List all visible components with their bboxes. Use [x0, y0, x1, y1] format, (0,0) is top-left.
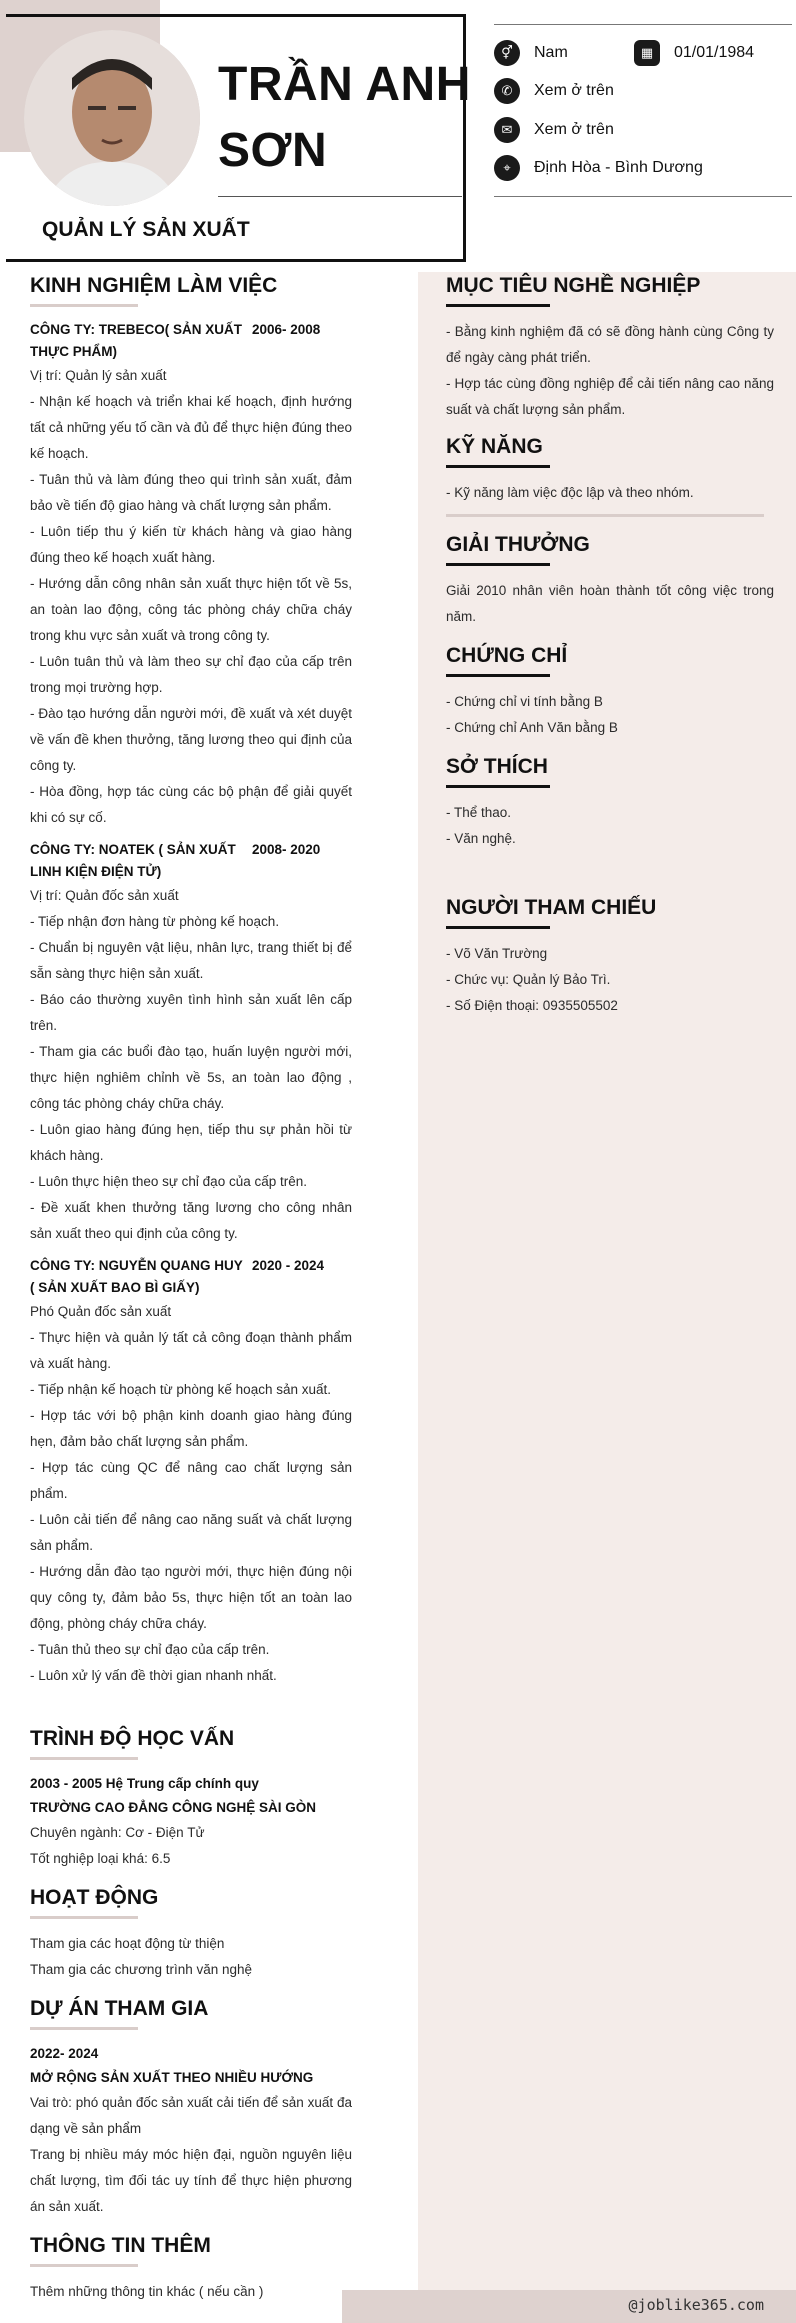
- education-grade: Tốt nghiệp loại khá: 6.5: [30, 1851, 171, 1866]
- company-name: CÔNG TY: TREBECO( SẢN XUẤT THỰC PHẨM): [30, 322, 242, 359]
- project-period: 2022- 2024: [30, 2046, 99, 2061]
- name-line-1: TRẦN ANH: [218, 58, 471, 111]
- avatar-photo: [24, 30, 200, 206]
- awards-section: [446, 533, 774, 630]
- job-duty: - Hợp tác cùng QC để nâng cao chất lượng sản phẩm.: [30, 1460, 352, 1501]
- certificate-item: - Chứng chỉ vi tính bằng B: [446, 694, 603, 709]
- heading-underline: [446, 785, 550, 788]
- education-school: TRƯỜNG CAO ĐẲNG CÔNG NGHỆ SÀI GÒN: [30, 1800, 316, 1815]
- job-header: [30, 1255, 352, 1299]
- heading-underline: [30, 2264, 138, 2267]
- extra-section: [30, 2234, 352, 2305]
- name-line-2: SƠN: [218, 124, 328, 177]
- job-duty: - Tuân thủ theo sự chỉ đạo của cấp trên.: [30, 1642, 270, 1657]
- experience-section: [30, 274, 352, 1689]
- contact-address: [494, 155, 703, 181]
- job-header: [30, 839, 352, 883]
- reference-item: - Số Điện thoại: 0935505502: [446, 998, 618, 1013]
- job-years: 2008- 2020: [252, 842, 321, 857]
- job-entry: [30, 1255, 352, 1689]
- heading-underline: [446, 465, 550, 468]
- reference-item: - Võ Văn Trường: [446, 946, 548, 961]
- activity-item: Tham gia các hoạt động từ thiện: [30, 1936, 225, 1951]
- left-column: [30, 272, 352, 2305]
- contact-bottom-divider: [494, 196, 792, 197]
- heading-underline: [30, 2027, 138, 2030]
- heading-underline: [446, 674, 550, 677]
- job-duty: - Luôn thực hiện theo sự chỉ đạo của cấp trên.: [30, 1174, 307, 1189]
- mail-icon: ✉: [494, 117, 520, 143]
- job-duty: - Đào tạo hướng dẫn người mới, đề xuất và xét duyệt về vấn đề khen thưởng, tăng lương theo qui định của công ty.: [30, 706, 352, 773]
- birthdate-value: 01/01/1984: [674, 44, 755, 61]
- award-text: Giải 2010 nhân viên hoàn thành tốt công việc trong năm.: [446, 583, 774, 624]
- job-duty: - Hợp tác với bộ phận kinh doanh giao hàng đúng hẹn, đảm bảo chất lượng sản phẩm.: [30, 1408, 352, 1449]
- job-header: [30, 319, 352, 363]
- objective-item: - Hợp tác cùng đồng nghiệp để cải tiến nâng cao năng suất và chất lượng sản phẩm.: [446, 376, 774, 417]
- company-name: CÔNG TY: NOATEK ( SẢN XUẤT LINH KIỆN ĐIỆN TỬ): [30, 842, 236, 879]
- job-duty: - Luôn xử lý vấn đề thời gian nhanh nhất.: [30, 1668, 277, 1683]
- hobby-item: - Văn nghệ.: [446, 831, 516, 846]
- job-duty: - Hướng dẫn công nhân sản xuất thực hiện tốt về 5s, an toàn lao động, công tác phòng cháy chữa cháy trong khu vực sản xuất và trong công ty.: [30, 576, 352, 643]
- right-column: [446, 272, 774, 1019]
- skill-bar: [446, 514, 764, 517]
- job-duty: - Luôn tuân thủ và làm theo sự chỉ đạo của cấp trên trong mọi trường hợp.: [30, 654, 352, 695]
- name-divider: [218, 196, 462, 197]
- extra-heading: THÔNG TIN THÊM: [30, 2234, 211, 2257]
- heading-underline: [446, 563, 550, 566]
- project-description: Trang bị nhiều máy móc hiện đại, nguồn nguyên liệu chất lượng, tìm đối tác uy tính để thực hiện phương án sản xuất.: [30, 2147, 352, 2214]
- objective-section: [446, 274, 774, 423]
- calendar-icon: ▦: [634, 40, 660, 66]
- candidate-name: [218, 52, 471, 184]
- contact-gender: [494, 40, 568, 66]
- job-list: [30, 319, 352, 1689]
- hobby-item: - Thể thao.: [446, 805, 512, 820]
- footer-watermark: @joblike365.com: [628, 2296, 764, 2314]
- job-years: 2006- 2008: [252, 322, 321, 337]
- experience-heading: KINH NGHIỆM LÀM VIỆC: [30, 274, 278, 297]
- job-duty: - Hướng dẫn đào tạo người mới, thực hiện đúng nội quy công ty, đảm bảo 5s, thực hiện tốt an toàn lao động, phòng cháy chữa cháy.: [30, 1564, 352, 1631]
- job-duty: - Luôn cải tiến để nâng cao năng suất và chất lượng sản phẩm.: [30, 1512, 352, 1553]
- activities-section: [30, 1886, 352, 1983]
- heading-underline: [446, 926, 550, 929]
- job-position: Phó Quản đốc sản xuất: [30, 1304, 172, 1319]
- certificates-heading: CHỨNG CHỈ: [446, 644, 568, 667]
- heading-underline: [30, 1757, 138, 1760]
- hobbies-section: [446, 755, 774, 852]
- job-duty: - Luôn tiếp thu ý kiến từ khách hàng và giao hàng đúng theo kế hoạch xuất hàng.: [30, 524, 352, 565]
- job-duty: - Thực hiện và quản lý tất cả công đoạn thành phẩm và xuất hàng.: [30, 1330, 352, 1371]
- projects-heading: DỰ ÁN THAM GIA: [30, 1997, 209, 2020]
- skill-item: - Kỹ năng làm việc độc lập và theo nhóm.: [446, 485, 694, 500]
- job-entry: [30, 319, 352, 831]
- objective-heading: MỤC TIÊU NGHỀ NGHIỆP: [446, 274, 701, 297]
- extra-text: Thêm những thông tin khác ( nếu cần ): [30, 2284, 264, 2299]
- heading-underline: [30, 1916, 138, 1919]
- awards-heading: GIẢI THƯỞNG: [446, 533, 590, 556]
- certificate-item: - Chứng chỉ Anh Văn bằng B: [446, 720, 618, 735]
- phone-value: Xem ở trên: [534, 82, 614, 99]
- job-entry: [30, 839, 352, 1247]
- job-duty: - Nhận kế hoạch và triển khai kế hoạch, định hướng tất cả những yếu tố cần và đủ để thực hiện đúng theo kế hoạch.: [30, 394, 352, 461]
- job-position: Vị trí: Quản đốc sản xuất: [30, 888, 179, 903]
- objective-item: - Bằng kinh nghiệm đã có sẽ đồng hành cùng Công ty để ngày càng phát triển.: [446, 324, 774, 365]
- gender-value: Nam: [534, 44, 568, 61]
- job-years: 2020 - 2024: [252, 1258, 325, 1273]
- address-value: Định Hòa - Bình Dương: [534, 159, 703, 176]
- reference-item: - Chức vụ: Quản lý Bảo Trì.: [446, 972, 611, 987]
- job-duty: - Báo cáo thường xuyên tình hình sản xuất lên cấp trên.: [30, 992, 352, 1033]
- contact-phone: [494, 78, 614, 104]
- heading-underline: [30, 304, 138, 307]
- email-value: Xem ở trên: [534, 121, 614, 138]
- job-duty: - Tham gia các buổi đào tạo, huấn luyện người mới, thực hiện nghiêm chỉnh về 5s, an toàn lao động , công tác phòng cháy chữa cháy.: [30, 1044, 352, 1111]
- job-duty: - Chuẩn bị nguyên vật liệu, nhân lực, trang thiết bị để sẵn sàng thực hiện sản xuất.: [30, 940, 352, 981]
- job-duty: - Luôn giao hàng đúng hẹn, tiếp thu sự phản hồi từ khách hàng.: [30, 1122, 352, 1163]
- education-major: Chuyên ngành: Cơ - Điện Tử: [30, 1825, 205, 1840]
- project-name: MỞ RỘNG SẢN XUẤT THEO NHIỀU HƯỚNG: [30, 2070, 314, 2085]
- job-duty: - Hòa đồng, hợp tác cùng các bộ phận để giải quyết khi có sự cố.: [30, 784, 352, 825]
- activity-item: Tham gia các chương trình văn nghệ: [30, 1962, 253, 1977]
- references-heading: NGƯỜI THAM CHIẾU: [446, 896, 657, 919]
- job-duty: - Đề xuất khen thưởng tăng lương cho công nhân sản xuất theo qui định của công ty.: [30, 1200, 352, 1241]
- activities-heading: HOẠT ĐỘNG: [30, 1886, 159, 1909]
- job-position: Vị trí: Quản lý sản xuất: [30, 368, 167, 383]
- contact-email: [494, 117, 614, 143]
- avatar: [24, 30, 200, 206]
- company-name: CÔNG TY: NGUYỄN QUANG HUY ( SẢN XUẤT BAO BÌ GIẤY): [30, 1258, 243, 1295]
- references-section: [446, 896, 774, 1019]
- location-pin-icon: ⌖: [494, 155, 520, 181]
- hobbies-heading: SỞ THÍCH: [446, 755, 548, 778]
- gender-icon: ⚥: [494, 40, 520, 66]
- certificates-section: [446, 644, 774, 741]
- job-title: QUẢN LÝ SẢN XUẤT: [42, 218, 250, 241]
- project-role: Vai trò: phó quản đốc sản xuất cải tiến để sản xuất đa dạng về sản phẩm: [30, 2095, 352, 2136]
- job-duty: - Tuân thủ và làm đúng theo qui trình sản xuất, đảm bảo về tiến độ giao hàng và chất lượng sản phẩm.: [30, 472, 352, 513]
- education-heading: TRÌNH ĐỘ HỌC VẤN: [30, 1727, 235, 1750]
- skills-section: [446, 435, 774, 517]
- skills-heading: KỸ NĂNG: [446, 435, 543, 458]
- phone-icon: ✆: [494, 78, 520, 104]
- job-duty: - Tiếp nhận kế hoạch từ phòng kế hoạch sản xuất.: [30, 1382, 331, 1397]
- contact-birthdate: [634, 40, 754, 66]
- education-period: 2003 - 2005 Hệ Trung cấp chính quy: [30, 1776, 259, 1791]
- job-duty: - Tiếp nhận đơn hàng từ phòng kế hoạch.: [30, 914, 280, 929]
- heading-underline: [446, 304, 550, 307]
- education-section: [30, 1727, 352, 1872]
- projects-section: [30, 1997, 352, 2220]
- contact-top-divider: [494, 24, 792, 25]
